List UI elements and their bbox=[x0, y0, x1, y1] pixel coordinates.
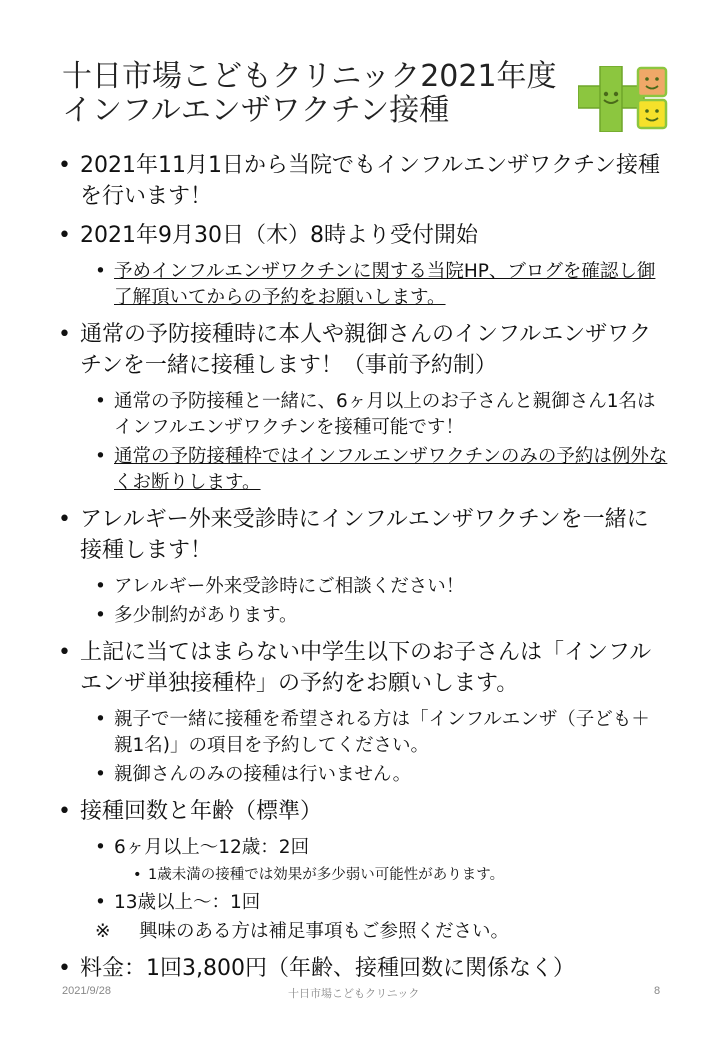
sub-bullet-parent-refusal: • 通常の予防接種枠ではインフルエンザワクチンのみの予約は例外なくお断りします。 bbox=[95, 444, 668, 496]
bullet-doses: • 接種回数と年齢（標準） bbox=[58, 796, 668, 827]
footer-date: 2021/9/28 bbox=[62, 985, 111, 997]
sub-bullet-doses-13-plus: • 13歳以上〜：1回 bbox=[95, 890, 668, 916]
title-line-2: インフルエンザワクチン接種 bbox=[62, 93, 450, 128]
bullet-reception: • 2021年9月30日（木）8時より受付開始 bbox=[58, 220, 668, 251]
note-text: 興味のある方は補足事項もご参照ください。 bbox=[139, 921, 510, 942]
footer-clinic-name: 十日市場こどもクリニック bbox=[288, 988, 420, 1000]
bullet-start: • 2021年11月1日から当院でもインフルエンザワクチン接種を行います！ bbox=[58, 150, 668, 212]
sub-bullet-parents-only: • 親御さんのみの接種は行いません。 bbox=[95, 762, 668, 788]
sub-bullet-parent-eligible: • 通常の予防接種と一緒に、6ヶ月以上のお子さんと親御さん1名はインフルエンザワクチンを接種可能です！ bbox=[95, 389, 668, 441]
doses-note bbox=[95, 919, 668, 945]
sub-bullet-doses-under-12: • 6ヶ月以上〜12歳：2回 bbox=[95, 835, 668, 861]
sub-bullet-allergy-limits: • 多少制約があります。 bbox=[95, 603, 668, 629]
page-title bbox=[62, 60, 557, 128]
slide-content bbox=[58, 150, 668, 992]
bullet-parent-vaccination: • 通常の予防接種時に本人や親御さんのインフルエンザワクチンを一緒に接種します！（事前予約制） bbox=[58, 319, 668, 381]
bullet-fee: • 料金：1回3,800円（年齢、接種回数に関係なく） bbox=[58, 953, 668, 984]
bullet-other-children: • 上記に当てはまらない中学生以下のお子さんは「インフルエンザ単独接種枠」の予約をお願いします。 bbox=[58, 637, 668, 699]
clinic-logo-icon bbox=[578, 66, 670, 132]
sub-bullet-parent-child-slot: • 親子で一緒に接種を希望される方は「インフルエンザ（子ども＋親1名)」の項目を予約してください。 bbox=[95, 707, 668, 759]
sub-bullet-reception-hp-link[interactable]: • 予めインフルエンザワクチンに関する当院HP、ブログを確認し御了解頂いてからの予約をお願いします。 bbox=[95, 259, 668, 311]
note-mark: ※ bbox=[95, 921, 111, 942]
bullet-allergy-clinic: • アレルギー外来受診時にインフルエンザワクチンを一緒に接種します！ bbox=[58, 504, 668, 566]
sub-sub-bullet-infant-note: • 1歳未満の接種では効果が多少弱い可能性があります。 bbox=[133, 864, 668, 886]
sub-bullet-allergy-consult: • アレルギー外来受診時にご相談ください！ bbox=[95, 574, 668, 600]
footer-page-number: 8 bbox=[654, 985, 661, 997]
title-line-1: 十日市場こどもクリニック2021年度 bbox=[62, 59, 557, 94]
